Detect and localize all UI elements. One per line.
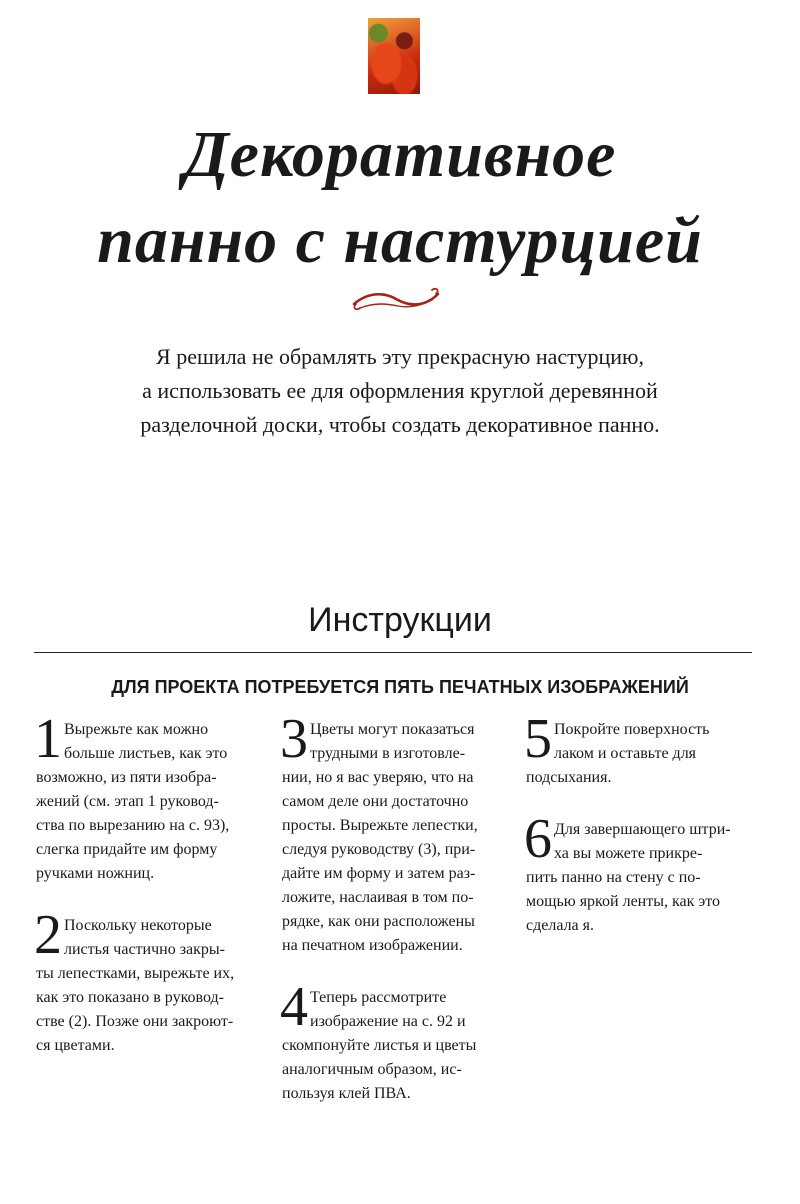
step-line: как это показано в руковод- [36, 989, 224, 1006]
step-line: просты. Вырежьте лепестки, [282, 817, 478, 834]
step-number: 4 [280, 976, 308, 1038]
step-line: скомпонуйте листья и цветы [282, 1037, 477, 1054]
step-3 [280, 708, 514, 958]
step-text [524, 708, 758, 790]
step-text [524, 808, 758, 938]
steps-column-3 [524, 708, 758, 938]
step-text [280, 708, 514, 958]
step-line: следуя руководству (3), при- [282, 841, 476, 858]
instructions-subheading: ДЛЯ ПРОЕКТА ПОТРЕБУЕТСЯ ПЯТЬ ПЕЧАТНЫХ ИЗОБРАЖЕНИЙ [111, 677, 689, 697]
step-line: сделала я. [526, 917, 595, 934]
step-number: 5 [524, 708, 552, 770]
step-line: мощью яркой ленты, как это [526, 893, 721, 910]
step-line: ручками ножниц. [36, 865, 155, 882]
step-line: пользуя клей ПВА. [282, 1085, 411, 1102]
heading-divider-rule [34, 652, 752, 653]
intro-line-1: Я решила не обрамлять эту прекрасную настурцию, [156, 344, 644, 369]
step-line: жений (см. этап 1 руковод- [36, 793, 219, 810]
step-line: лаком и оставьте для [554, 745, 697, 762]
step-line: ства по вырезанию на с. 93), [36, 817, 230, 834]
step-line: Покройте поверхность [554, 721, 710, 738]
step-line: нии, но я вас уверяю, что на [282, 769, 474, 786]
step-2 [34, 904, 268, 1058]
step-line: слегка придайте им форму [36, 841, 218, 858]
intro-line-3: разделочной доски, чтобы создать декоративное панно. [140, 412, 660, 437]
step-line: аналогичным образом, ис- [282, 1061, 462, 1078]
step-5 [524, 708, 758, 790]
step-line: подсыхания. [526, 769, 612, 786]
step-text [34, 708, 268, 886]
step-line: стве (2). Позже они закроют- [36, 1013, 234, 1030]
intro-line-2: а использовать ее для оформления круглой деревянной [142, 378, 658, 403]
step-6 [524, 808, 758, 938]
steps-column-1 [34, 708, 268, 1058]
step-number: 3 [280, 708, 308, 770]
step-4 [280, 976, 514, 1106]
step-line: Цветы могут показаться [310, 721, 475, 738]
step-line: пить панно на стену с по- [526, 869, 701, 886]
step-line: ся цветами. [36, 1037, 115, 1054]
page-title [0, 112, 800, 284]
step-line: самом деле они достаточно [282, 793, 469, 810]
step-number: 6 [524, 808, 552, 870]
title-line-1: Декоративное [183, 118, 617, 191]
instructions-heading: Инструкции [308, 601, 492, 639]
step-line: Для завершающего штри- [554, 821, 731, 838]
step-line: ты лепестками, вырежьте их, [36, 965, 235, 982]
step-line: Теперь рассмотрите [310, 989, 447, 1006]
step-1 [34, 708, 268, 886]
step-number: 1 [34, 708, 62, 770]
step-line: на печатном изображении. [282, 937, 463, 954]
step-number: 2 [34, 904, 62, 966]
step-line: трудными в изготовле- [310, 745, 466, 762]
step-line: рядке, как они расположены [282, 913, 475, 930]
title-line-2: панно с настурцией [97, 204, 703, 277]
step-line: Вырежьте как можно [64, 721, 209, 738]
nasturtium-thumbnail-image [368, 18, 420, 94]
flourish-divider-icon [350, 284, 442, 314]
step-text [34, 904, 268, 1058]
step-text [280, 976, 514, 1106]
step-line: возможно, из пяти изобра- [36, 769, 217, 786]
step-line: листья частично закры- [64, 941, 225, 958]
step-line: ложите, наслаивая в том по- [282, 889, 474, 906]
step-line: дайте им форму и затем раз- [282, 865, 476, 882]
step-line: Поскольку некоторые [64, 917, 212, 934]
step-line: изображение на с. 92 и [310, 1013, 466, 1030]
intro-paragraph [60, 340, 740, 442]
step-line: ха вы можете прикре- [554, 845, 703, 862]
step-line: больше листьев, как это [64, 745, 228, 762]
steps-column-2 [280, 708, 514, 1106]
